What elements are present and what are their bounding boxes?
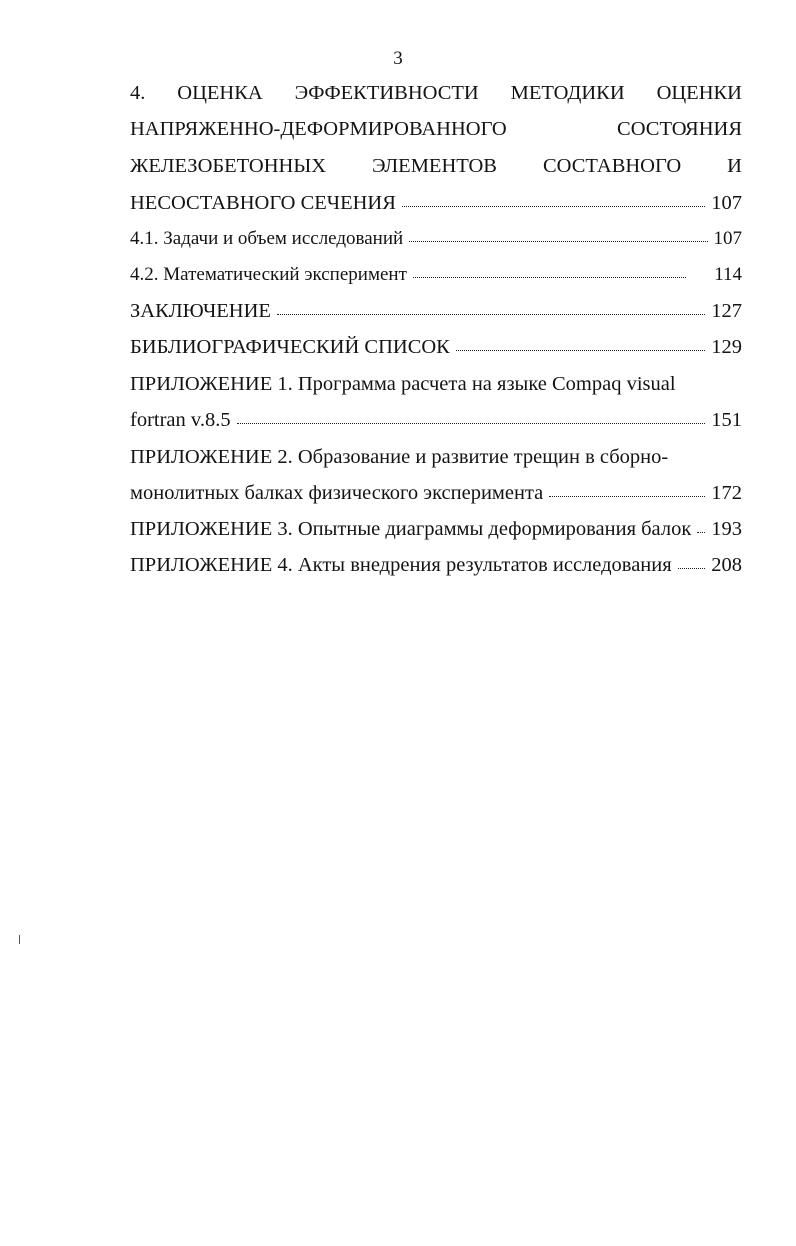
heading-word: СОСТОЯНИЯ (617, 118, 742, 140)
toc-entry-text: ЗАКЛЮЧЕНИЕ (130, 300, 271, 322)
scan-mark (19, 935, 20, 944)
heading-word: И (727, 155, 742, 177)
heading-word: 4. (130, 82, 146, 104)
toc-entry-text: ПРИЛОЖЕНИЕ 3. Опытные диаграммы деформирования балок (130, 518, 692, 540)
toc-entry-chapter-4[interactable] (130, 188, 742, 218)
toc-entry-appendix-1-line-1[interactable] (130, 369, 742, 399)
toc-entry-appendix-3[interactable] (130, 514, 742, 544)
dot-leader (697, 532, 705, 533)
heading-word: ОЦЕНКИ (656, 82, 742, 104)
heading-word: МЕТОДИКИ (510, 82, 625, 104)
toc-entry-text: ПРИЛОЖЕНИЕ 1. Программа расчета на языке Compaq visual (130, 373, 676, 395)
toc-entry-4-1[interactable] (130, 224, 742, 254)
dot-leader (456, 350, 705, 351)
toc-page-number: 107 (713, 228, 742, 249)
toc-page-number: 151 (711, 409, 742, 431)
page-number: 3 (393, 48, 403, 69)
toc-page-number: 172 (711, 482, 742, 504)
heading-word: ОЦЕНКА (177, 82, 263, 104)
toc-page-number: 129 (711, 336, 742, 358)
toc-page-number: 114 (714, 264, 742, 285)
dot-leader (413, 277, 686, 278)
heading-word: СОСТАВНОГО (543, 155, 682, 177)
toc-entry-appendix-2-line-1[interactable] (130, 442, 742, 472)
toc-page-number: 193 (711, 518, 742, 540)
toc-entry-text: 4.1. Задачи и объем исследований (130, 228, 404, 249)
toc-entry-text: монолитных балках физического эксперимента (130, 482, 544, 504)
toc-entry-appendix-4[interactable] (130, 550, 742, 580)
dot-leader (678, 568, 706, 569)
chapter-4-heading-line-1 (130, 78, 742, 108)
chapter-4-heading-line-2 (130, 114, 742, 144)
toc-entry-text: БИБЛИОГРАФИЧЕСКИЙ СПИСОК (130, 336, 450, 358)
toc-page-number: 208 (711, 554, 742, 576)
toc-entry-conclusion[interactable] (130, 296, 742, 326)
dot-leader (409, 241, 707, 242)
toc-entry-appendix-2[interactable] (130, 478, 742, 508)
heading-word: НАПРЯЖЕННО-ДЕФОРМИРОВАННОГО (130, 118, 507, 140)
toc-page-number: 107 (711, 192, 742, 214)
dot-leader (277, 314, 705, 315)
toc-entry-text: ПРИЛОЖЕНИЕ 2. Образование и развитие трещин в сборно- (130, 446, 669, 468)
toc-entry-4-2[interactable] (130, 260, 742, 290)
toc-entry-text: fortran v.8.5 (130, 409, 231, 431)
heading-word: ЖЕЛЕЗОБЕТОННЫХ (130, 155, 327, 177)
dot-leader (237, 423, 706, 424)
toc-entry-text: ПРИЛОЖЕНИЕ 4. Акты внедрения результатов исследования (130, 554, 672, 576)
chapter-4-heading-line-3 (130, 151, 742, 181)
toc-entry-text: НЕСОСТАВНОГО СЕЧЕНИЯ (130, 192, 396, 214)
toc-entry-text: 4.2. Математический эксперимент (130, 264, 407, 285)
heading-word: ЭФФЕКТИВНОСТИ (294, 82, 479, 104)
toc-entry-appendix-1[interactable] (130, 405, 742, 435)
toc-entry-bibliography[interactable] (130, 332, 742, 362)
toc-page-number: 127 (711, 300, 742, 322)
dot-leader (402, 206, 705, 207)
dot-leader (549, 496, 705, 497)
heading-word: ЭЛЕМЕНТОВ (372, 155, 497, 177)
